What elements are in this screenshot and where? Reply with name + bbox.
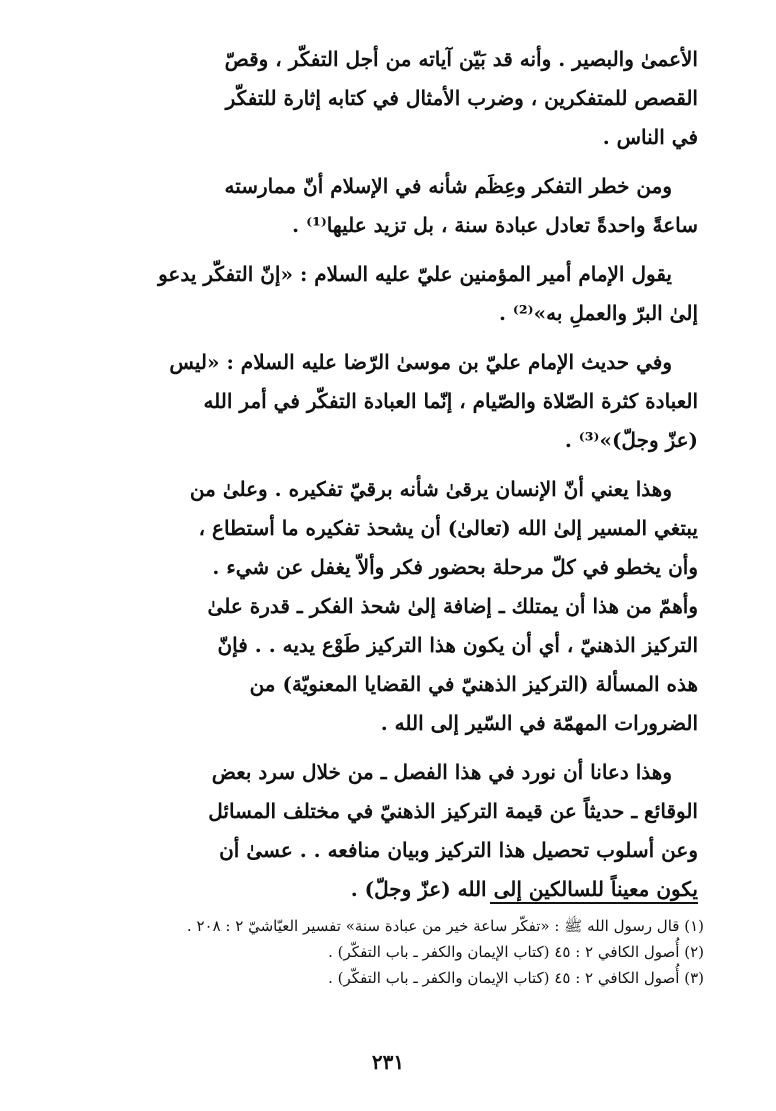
text-line: (عزّ وجلّ)»⁽³⁾ .: [564, 428, 698, 452]
text-line: الأعمىٰ والبصير . وأنه قد بَيّن آياته من أجل التفكّر ، وقصّ: [224, 47, 698, 71]
text-line: وعن أسلوب تحصيل هذا التركيز وبيان منافعه . . عسىٰ أن: [219, 838, 698, 862]
text-line: العبادة كثرة الصّلاة والصّيام ، إنّما العبادة التفكّر في أمر الله: [203, 389, 698, 413]
footnote-divider: [490, 902, 698, 904]
page-number: ٢٣١: [371, 1050, 405, 1074]
text-line: إلىٰ البرّ والعملِ به»⁽²⁾ .: [499, 301, 698, 325]
paragraph: [84, 167, 698, 245]
text-line: وفي حديث الإمام عليّ بن موسىٰ الرّضا عليه السلام : «ليس: [169, 350, 672, 374]
text-line: القصص للمتفكرين ، وضرب الأمثال في كتابه إثارة للتفكّر: [225, 86, 698, 110]
footnote: (١) قال رسول الله ﷺ : «تفكّر ساعة خير من عبادة سنة» تفسير العيّاشيّ ٢ : ٢٠٨ .: [186, 917, 704, 935]
paragraph: [84, 753, 698, 909]
footnotes: [84, 913, 704, 991]
paragraph: [84, 343, 698, 460]
footnote: (٢) أُصول الكافي ٢ : ٤٥ (كتاب الإيمان والكفر ـ باب التفكّر) .: [328, 943, 704, 961]
text-line: وهذا يعني أنّ الإنسان يرقىٰ شأنه برقيّ تفكيره . وعلىٰ من: [189, 477, 672, 501]
text-line: وأهمّ من هذا أن يمتلك ـ إضافة إلىٰ شحذ الفكر ـ قدرة علىٰ: [207, 594, 698, 618]
text-line: التركيز الذهنيّ ، أي أن يكون هذا التركيز طَوْع يديه . . فإنّ: [217, 633, 698, 657]
text-line: وأن يخطو في كلّ مرحلة بحضور فكر وألاّ يغفل عن شيء .: [212, 555, 698, 579]
text-line: يقول الإمام أمير المؤمنين عليّ عليه السلام : «إنّ التفكّر يدعو: [158, 262, 672, 286]
text-line: الضرورات المهمّة في السّير إلى الله .: [380, 711, 698, 735]
text-line: يبتغي المسير إلىٰ الله (تعالىٰ) أن يشحذ تفكيره ما أستطاع ،: [198, 516, 698, 540]
text-line: يكون معيناً للسالكين إلى الله (عزّ وجلّ) .: [350, 877, 698, 901]
text-line: هذه المسألة (التركيز الذهنيّ في القضايا المعنويّة) من: [249, 672, 698, 696]
paragraph: [84, 470, 698, 743]
footnote: (٣) أُصول الكافي ٢ : ٤٥ (كتاب الإيمان والكفر ـ باب التفكّر) .: [328, 969, 704, 987]
page-body: [84, 40, 698, 909]
text-line: الوقائع ـ حديثاً عن قيمة التركيز الذهنيّ في مختلف المسائل: [208, 799, 698, 823]
text-line: ومن خطر التفكر وعِظَم شأنه في الإسلام أنّ ممارسته: [224, 174, 672, 198]
paragraph: [84, 40, 698, 157]
text-line: وهذا دعانا أن نورد في هذا الفصل ـ من خلال سرد بعض: [211, 760, 672, 784]
text-line: في الناس .: [602, 125, 698, 149]
text-line: ساعةً واحدةً تعادل عبادة سنة ، بل تزيد عليها⁽¹⁾ .: [292, 213, 698, 237]
paragraph: [84, 255, 698, 333]
